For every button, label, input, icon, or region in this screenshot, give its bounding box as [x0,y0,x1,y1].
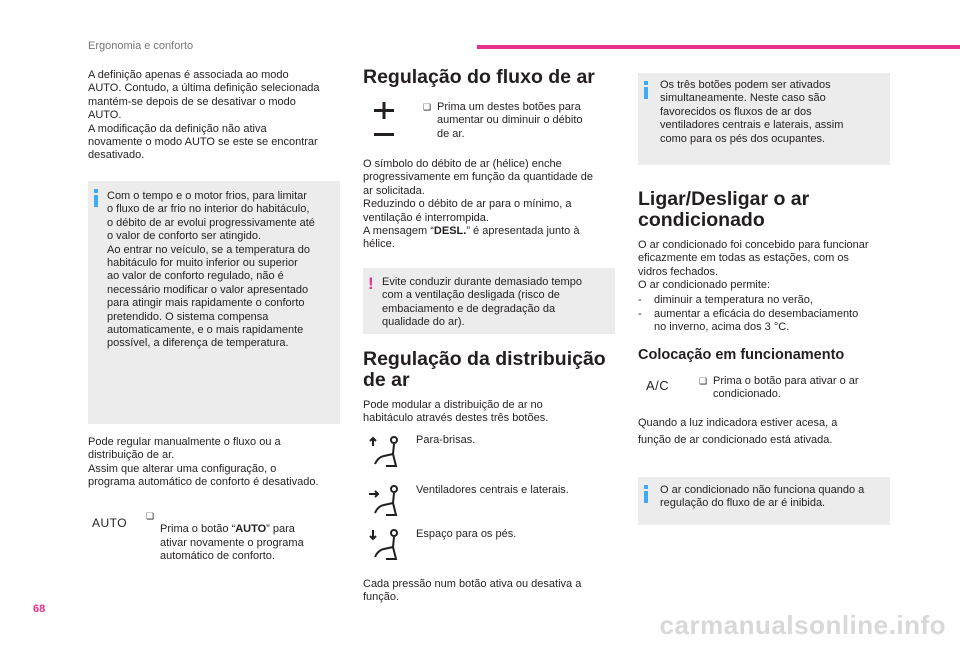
bullet-marker-icon: ❑ [146,511,155,521]
ac-description: O ar condicionado foi concebido para funcionar eficazmente em todas as estações, com os vidros fechados. O ar condicionado permite: [638,239,869,292]
heading-air-flow: Regulação do fluxo de ar [363,66,595,88]
distribution-item-feet: Espaço para os pés. [416,528,517,540]
ac-list-item-2: - aumentar a eficácia do desembaciamento no inverno, acima dos 3 °C. [638,308,859,334]
heading-ac-onoff: Ligar/Desligar o ar condicionado [638,188,810,231]
heading-start-operation: Colocação em funcionamento [638,347,845,363]
distribution-item-windscreen: Para-brisas. [416,434,476,446]
distribution-description: Pode modular a distribuição de ar no habitáculo através destes três botões. [363,399,549,425]
plus-minus-icon [372,102,396,138]
central-vents-distribution-icon [366,483,404,519]
intro-paragraph: A definição apenas é associada ao modo AUTO. Contudo, a última definição selecionada mantém-se depois de se desativar o modo AUTO. A modificação da definição não ativa novamente o modo AUTO se este se encontrar desativado. [88,69,320,162]
warning-box-text: Evite conduzir durante demasiado tempo com a ventilação desligada (risco de embaciamento e de degradação da qualidade do ar). [382,276,582,329]
info-box-three-buttons [638,73,890,165]
info-icon [644,81,648,99]
auto-button-icon: AUTO [92,516,128,530]
flow-description: O símbolo do débito de ar (hélice) enche progressivamente em função da quantidade de ar solicitada. Reduzindo o débito de ar para o mínimo, a ventilação é interrompida. A mensagem “DESL.” é apresentada junto à hélice. [363,158,593,251]
manual-regulation-text: Pode regular manualmente o fluxo ou a distribuição de ar. Assim que alterar uma configuração, o programa automático de conforto é desativado. [88,436,319,489]
info-icon [644,485,648,503]
info-box-cold-engine [88,181,340,424]
auto-bullet: ❑ Prima o botão “AUTO” para ativar novamente o programa automático de conforto. [146,511,304,563]
bullet-marker-icon: ❑ [699,376,708,386]
info-box-ac-inhibited [638,477,890,525]
footwell-distribution-icon [366,527,404,563]
distribution-footer: Cada pressão num botão ativa ou desativa a função. [363,578,582,604]
ac-list-item-1: - diminuir a temperatura no verão, [638,294,813,306]
info-box-text: O ar condicionado não funciona quando a regulação do fluxo de ar é inibida. [660,484,865,510]
heading-air-distribution: Regulação da distribuição de ar [363,348,606,391]
ac-indicator-text: Quando a luz indicadora estiver acesa, a função de ar condicionado está ativada. [638,417,838,446]
section-title: Ergonomia e conforto [88,40,194,52]
header-accent-bar [477,45,960,49]
info-box-text: Com o tempo e o motor frios, para limitar o fluxo de ar frio no interior do habitáculo, o débito de ar evolui progressivamente até o valor de conforto ser atingido. Ao entrar no veículo, se a temperatura do habitáculo for muito inferior ou superior ao valor de conforto regulado, não é necessário modificar o valor apresentado para atingir mais rapidamente o conforto pretendido. O sistema compensa automaticamente, e o mais rapidamente possível, a diferença de temperatura. [107,190,315,350]
page-number: 68 [33,603,46,615]
flow-bullet: ❑ Prima um destes botões para aumentar ou diminuir o débito de ar. [423,101,583,140]
info-icon [94,189,98,207]
warning-icon: ! [368,274,374,293]
ac-button-icon: A/C [646,378,670,393]
ac-bullet: ❑ Prima o botão para ativar o ar condicionado. [699,375,859,401]
windscreen-distribution-icon [366,434,404,470]
warning-box [363,268,615,334]
watermark: carmanualsonline.info [659,610,946,640]
info-box-text: Os três botões podem ser ativados simultaneamente. Neste caso são favorecidos os fluxos de ar dos ventiladores centrais e laterais, assim como para os pés dos ocupantes. [660,79,844,145]
bullet-marker-icon: ❑ [423,102,432,112]
distribution-item-vents: Ventiladores centrais e laterais. [416,484,569,496]
